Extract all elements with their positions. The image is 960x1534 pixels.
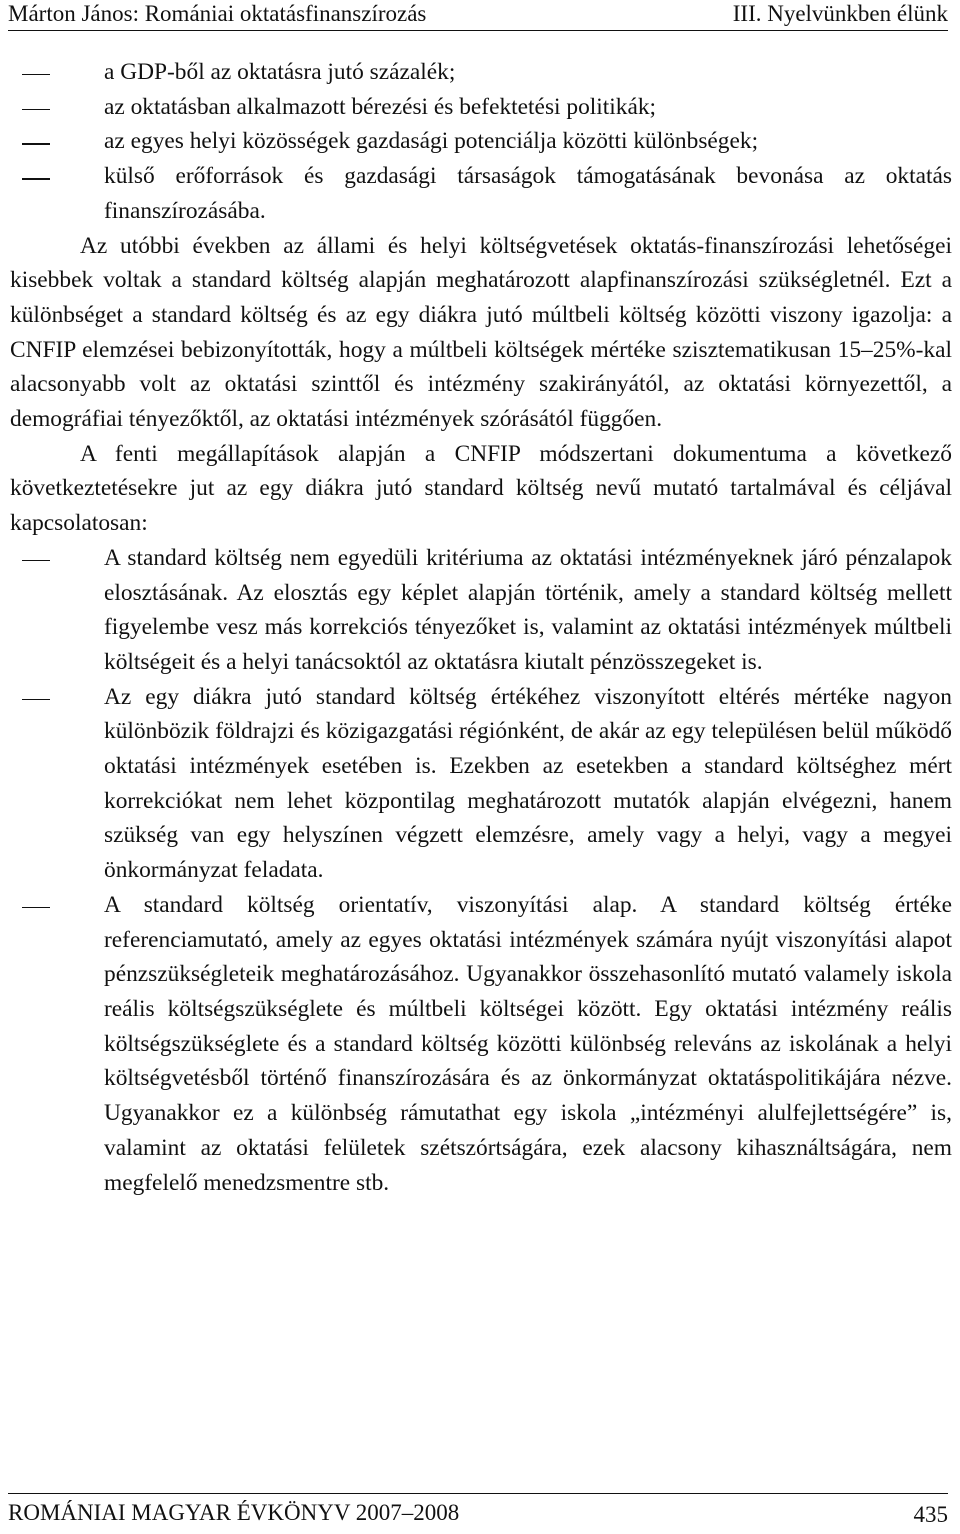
list-item-text: A standard költség nem egyedüli kritériuma az oktatási intézményeknek járó pénzalapok elosztásának. Az elosztás egy képlet alapján történik, amely a standard költség mellett figyelembe vesz más korrekciós tényezőket is, valamint az oktatási intézmények múltbeli költségeit és a helyi tanácsoktól az oktatásra kiutalt pénzösszegeket is. [104,544,952,675]
list-item [10,541,952,680]
running-header [8,0,948,31]
list-item-text: külső erőforrások és gazdasági társaságok támogatásának bevonása az oktatás finanszírozásába. [104,163,952,224]
list-item [10,124,952,159]
body-paragraph: A fenti megállapítások alapján a CNFIP módszertani dokumentuma a következő következtetésekre jut az egy diákra jutó standard költség nevű mutató tartalmával és céljával kapcsolatosan: [10,440,952,537]
list-item-text: az oktatásban alkalmazott bérezési és befektetési politikák; [104,93,657,120]
conclusion-list [10,541,952,1200]
list-item-text: Az egy diákra jutó standard költség értékéhez viszonyított eltérés mértéke nagyon különbözik földrajzi és közigazgatási régiónként, de akár az egy településen belül működő oktatási intézmények esetében is. Ezekben az esetekben a standard költséghez mért korrekciókat nem lehet központilag meghatározott mutatók alapján elvégezni, hanem szükség van egy helyszínen végzett elemzésre, amely vagy a helyi, vagy a megyei önkormányzat feladata. [104,683,952,884]
list-item-text: A standard költség orientatív, viszonyítási alap. A standard költség értéke referenciamutató, amely az egyes oktatási intézmények számára nyújt viszonyítási alapot pénzszükségleteik meghatározásához. Ugyanakkor összehasonlító mutató valamely iskola reális költségszükséglete és múltbeli költségei között. Egy oktatási intézmény reális költségszükséglete és a standard költség közötti különbség releváns az iskolának a helyi költségvetésből történő finanszírozására és az önkormányzat oktatáspolitikájára nézve. Ugyanakkor ez a különbség rámutathat egy iskola „intézményi alulfejlettségére” is, valamint az oktatási felületek szétszórtságára, ezek alacsony kihasználtságára, nem megfelelő menedzsmentre stb. [104,891,952,1196]
page-number: 435 [913,1502,948,1527]
list-item [10,90,952,125]
header-section-title: III. Nyelvünkben élünk [732,1,948,26]
main-text [10,55,952,1200]
list-item [10,888,952,1200]
footer-publication-title: ROMÁNIAI MAGYAR ÉVKÖNYV 2007–2008 [8,1500,460,1525]
list-item [10,159,952,228]
list-item-text: az egyes helyi közösségek gazdasági potenciálja közötti különbségek; [104,128,759,155]
list-item [10,55,952,90]
header-author-title: Márton János: Romániai oktatásfinanszírozás [8,1,427,26]
list-item-text: a GDP-ből az oktatásra jutó százalék; [104,59,456,85]
body-paragraph: Az utóbbi években az állami és helyi költségvetések oktatás-finanszírozási lehetőségei kisebbek voltak a standard költség alapján meghatározott alapfinanszírozási szükségletnél. Ezt a különbséget a standard költség és az egy diákra jutó múltbeli költség közötti viszony igazolja: a CNFIP elemzései bebizonyították, hogy a múltbeli költségek mértéke szisztematikusan 15–25%-kal alacsonyabb volt az oktatási szinttől és intézmény szakirányától, az oktatási környezettől, a demográfiai tényezőktől, az oktatási intézmények szórásától függően. [10,232,952,433]
list-item [10,680,952,888]
page-footer [8,1493,948,1534]
